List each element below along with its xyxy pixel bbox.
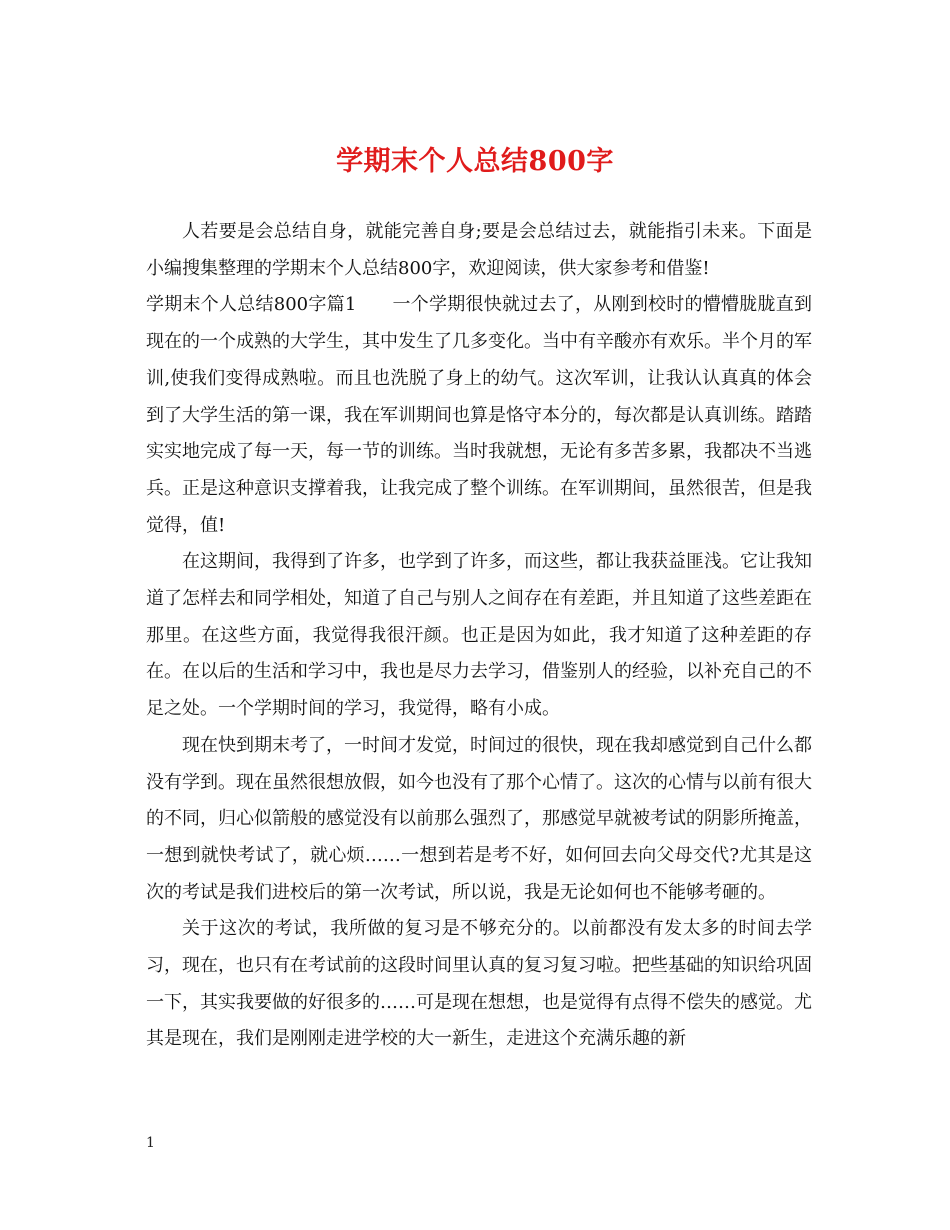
body-paragraph: 在这期间，我得到了许多，也学到了许多，而这些，都让我获益匪浅。它让我知道了怎样去和同学相处，知道了自己与别人之间存在有差距，并且知道了这些差距在那里。在这些方面，我觉得我很汗颜。也正是因为如此，我才知道了这种差距的存在。在以后的生活和学习中，我也是尽力去学习，借鉴别人的经验，以补充自己的不足之处。一个学期时间的学习，我觉得，略有小成。 [146, 551, 812, 720]
document-title: 学期末个人总结800字 [336, 146, 614, 177]
page-number: 1 [146, 1135, 155, 1151]
body-paragraph: 现在快到期末考了，一时间才发觉，时间过的很快，现在我却感觉到自己什么都没有学到。现在虽然很想放假，如今也没有了那个心情了。这次的心情与以前有很大的不同，归心似箭般的感觉没有以前那么强烈了，那感觉早就被考试的阴影所掩盖，一想到就快考试了，就心烦……一想到若是考不好，如何回去向父母交代?尤其是这次的考试是我们进校后的第一次考试，所以说，我是无论如何也不能够考砸的。 [146, 734, 812, 903]
body-paragraph: 关于这次的考试，我所做的复习是不够充分的。以前都没有发太多的时间去学习，现在，也只有在考试前的这段时间里认真的复习复习啦。把些基础的知识给巩固一下，其实我要做的好很多的……可是现在想想，也是觉得有点得不偿失的感觉。尤其是现在，我们是刚刚走进学校的大一新生，走进这个充满乐趣的新 [146, 918, 812, 1050]
section-paragraph [146, 287, 812, 544]
section-first-text: 一个学期很快就过去了，从刚到校时的懵懵胧胧直到现在的一个成熟的大学生，其中发生了几多变化。当中有辛酸亦有欢乐。半个月的军训,使我们变得成熟啦。而且也洗脱了身上的幼气。这次军训，让我认认真真的体会到了大学生活的第一课，我在军训期间也算是恪守本分的，每次都是认真训练。踏踏实实地完成了每一天，每一节的训练。当时我就想，无论有多苦多累，我都决不当逃兵。正是这种意识支撑着我，让我完成了整个训练。在军训期间，虽然很苦，但是我觉得，值! [146, 294, 813, 536]
intro-paragraph: 人若要是会总结自身，就能完善自身;要是会总结过去，就能指引未来。下面是小编搜集整理的学期末个人总结800字，欢迎阅读，供大家参考和借鉴! [146, 221, 812, 279]
document-body [146, 214, 812, 1058]
section-heading: 学期末个人总结800字篇1 [146, 294, 357, 316]
